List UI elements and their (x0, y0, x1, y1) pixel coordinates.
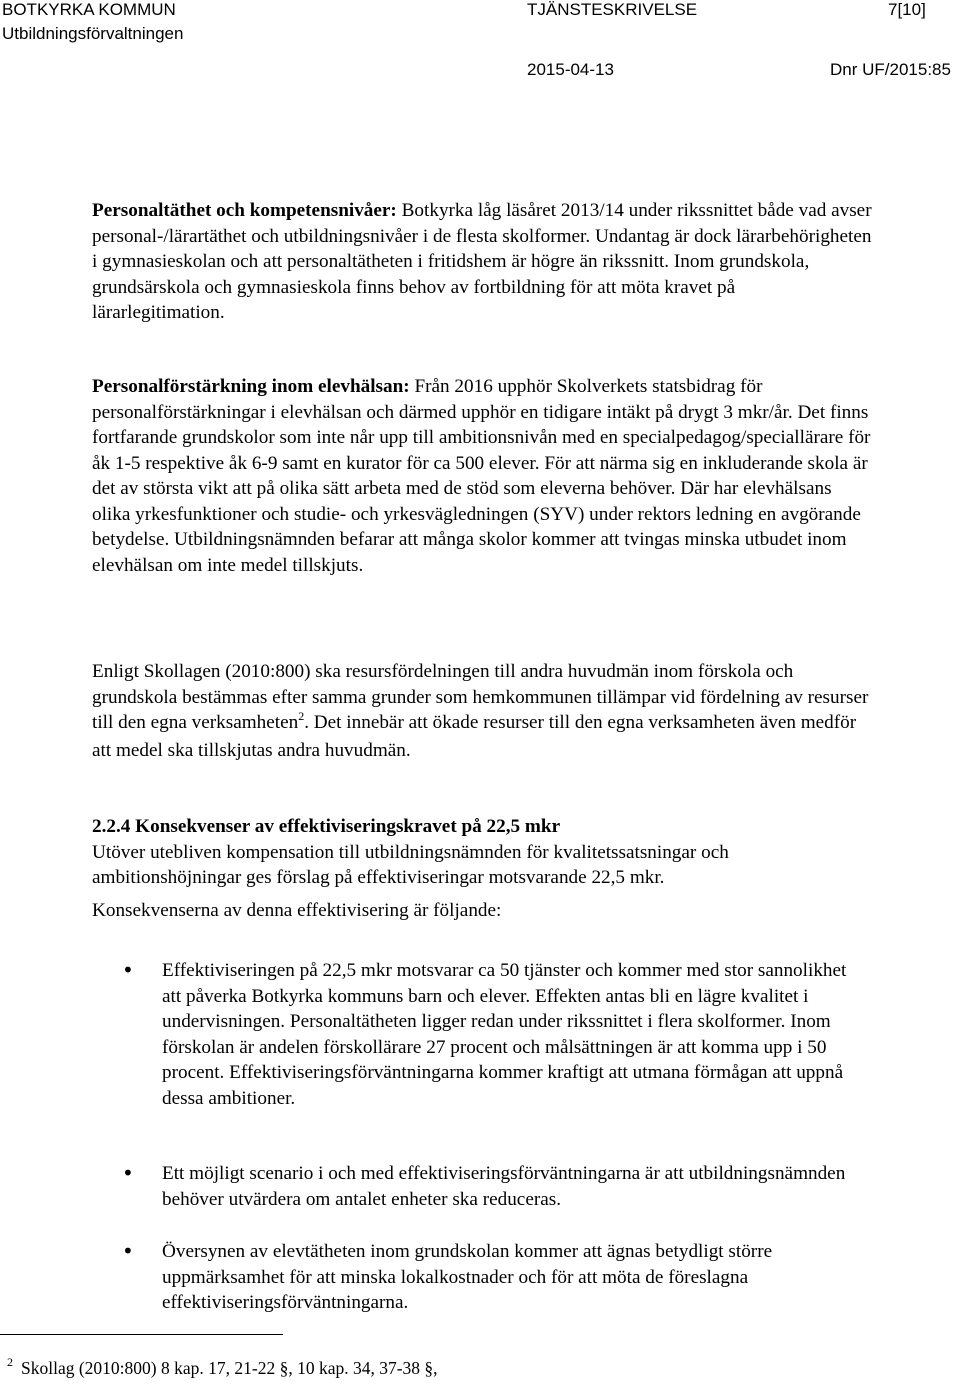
section-heading: 2.2.4 Konsekvenser av effektiviseringskravet på 22,5 mkr (92, 816, 561, 837)
footnote-number: 2 (7, 1355, 13, 1369)
bullet-item: Ett möjligt scenario i och med effektiviseringsförväntningarna är att utbildningsnämnden behöver utvärdera om antalet enheter ska reduceras. (162, 1163, 846, 1210)
bullet-marker: • (122, 1161, 134, 1185)
consequences-intro: Konsekvenserna av denna effektivisering är följande: (92, 900, 502, 921)
document-date: 2015-04-13 (527, 60, 614, 79)
paragraph-lead: Personaltäthet och kompetensnivåer: (92, 200, 397, 221)
department: Utbildningsförvaltningen (2, 24, 184, 43)
document-type: TJÄNSTESKRIVELSE (527, 0, 698, 19)
footnote-reference: 2 (298, 709, 305, 723)
paragraph-body: Enligt Skollagen (2010:800) ska resursfördelningen till andra huvudmän inom förskola och grundskola bestämmas efter samma grunder som hemkommunen tillämpar vid fördelning av resurser till den egna verksamheten (92, 661, 869, 733)
page-number: 7[10] (888, 0, 926, 19)
bullet-marker: • (122, 958, 134, 982)
paragraph-body: Botkyrka låg läsåret 2013/14 under rikssnittet både vad avser personal-/lärartäthet och utbildningsnivåer i de flesta skolformer. Undantag är dock lärarbehörigheten i gymnasieskolan och att personaltätheten i fritidshem är högre än rikssnitt. Inom grundskola, grundsärskola och gymnasieskola finns behov av fortbildning för att möta kravet på lärarlegitimation. (92, 200, 872, 323)
section-2-2-4 (92, 814, 872, 891)
bullet-item: Effektiviseringen på 22,5 mkr motsvarar ca 50 tjänster och kommer med stor sannolikhet att påverka Botkyrka kommuns barn och elever. Effekten antas bli en lägre kvalitet i undervisningen. Personaltätheten ligger redan under rikssnittet i flera skolformer. Inom förskolan är andelen förskollärare 27 procent och målsättningen är att komma upp i 50 procent. Effektiviseringsförväntningarna kommer kraftigt att utmana förmågan att uppnå dessa ambitioner. (162, 960, 847, 1109)
paragraph-body: Från 2016 upphör Skolverkets statsbidrag för personalförstärkningar i elevhälsan och därmed upphör en tidigare intäkt på drygt 3 mkr/år. Det finns fortfarande grundskolor som inte når upp till ambitionsnivån med en specialpedagog/speciallärare för åk 1-5 respektive åk 6-9 samt en kurator för ca 500 elever. För att närma sig en inkluderande skola är det av största vikt att på olika sätt arbeta med de stöd som eleverna behöver. Där har elevhälsans olika yrkesfunktioner och studie- och yrkesvägledningen (SYV) under rektors ledning en avgörande betydelse. Utbildningsnämnden befarar att många skolor kommer att tvingas minska utbudet inom elevhälsan om inte medel tillskjuts. (92, 376, 871, 576)
paragraph-school-law (92, 659, 872, 763)
paragraph-student-health (92, 374, 872, 578)
section-paragraph: Utöver utebliven kompensation till utbildningsnämnden för kvalitetssatsningar och ambitionshöjningar ges förslag på effektiviseringar motsvarande 22,5 mkr. (92, 841, 729, 888)
org-name: BOTKYRKA KOMMUN (2, 0, 176, 19)
diary-number: Dnr UF/2015:85 (830, 60, 951, 79)
bullet-marker: • (122, 1239, 134, 1263)
paragraph-staff-density (92, 198, 872, 326)
paragraph-body-cont: . Det innebär att ökade resurser till den egna verksamheten även medför att medel ska tillskjutas andra huvudmän. (92, 712, 857, 761)
footnote-separator (0, 1334, 283, 1335)
bullet-item: Översynen av elevtätheten inom grundskolan kommer att ägnas betydligt större uppmärksamhet för att minska lokalkostnader och för att möta de föreslagna effektiviseringsförväntningarna. (162, 1241, 773, 1313)
footnote-text: Skollag (2010:800) 8 kap. 17, 21-22 §, 10 kap. 34, 37-38 §, (21, 1358, 438, 1378)
footnote (7, 1356, 438, 1383)
paragraph-lead: Personalförstärkning inom elevhälsan: (92, 376, 410, 397)
